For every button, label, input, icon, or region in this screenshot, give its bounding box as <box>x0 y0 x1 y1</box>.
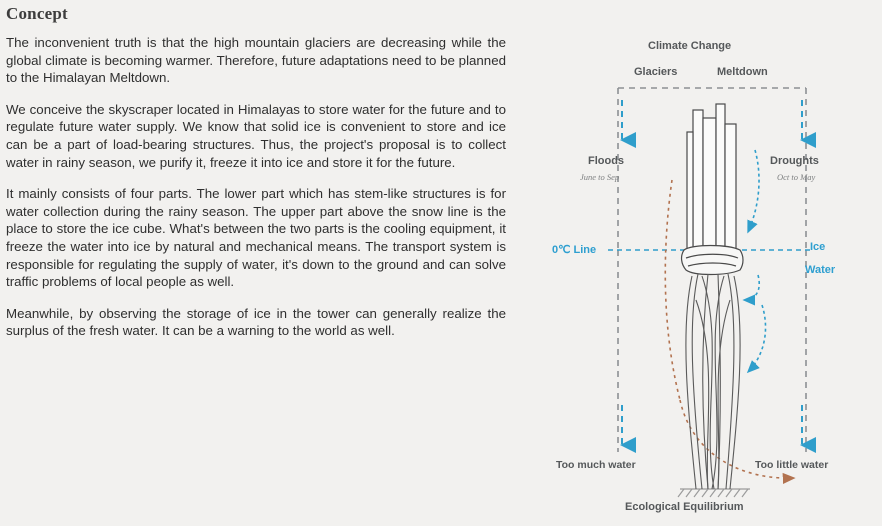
label-ice: Ice <box>810 241 826 253</box>
tower-stem-structures <box>686 274 740 489</box>
label-droughts-period: Oct to May <box>777 172 816 182</box>
label-floods: Floods <box>588 155 625 167</box>
label-floods-period: June to Sep <box>580 172 620 182</box>
label-meltdown: Meltdown <box>717 66 768 78</box>
label-water: Water <box>805 264 836 276</box>
page-title: Concept <box>6 4 68 23</box>
paragraph-1: The inconvenient truth is that the high mountain glaciers are decreasing while the global climate is becoming warmer. Therefore, future adaptations need to be planned to the Himalayan Meltdown. <box>6 35 506 86</box>
diagram-graphics <box>512 0 882 526</box>
paragraph-2: We conceive the skyscraper located in Himalayas to store water for the future and to regulate future water supply. We know that solid ice is convenient to store and ice can be a part of load-bearing structures. Thus, the project's proposal is to collect water in rainy season, we purify it, freeze it into ice and store it for the future. <box>6 101 506 170</box>
label-too-little-water: Too little water <box>755 459 829 471</box>
label-ecological-equilibrium: Ecological Equilibrium <box>625 501 744 513</box>
concept-diagram <box>512 0 882 526</box>
paragraph-3: It mainly consists of four parts. The lower part which has stem-like structures is for water collection during the rainy season. The upper part above the snow line is the place to store the ice cube. What's between the two parts is the cooling equipment, it freeze the water into ice by natural and mechanical means. The transport system is responsible for regulating the supply of water, it's down to the ground and can solve traffic problems of local people as well. <box>6 186 506 290</box>
concept-text-column <box>6 4 506 522</box>
label-droughts: Droughts <box>770 155 819 167</box>
label-glaciers: Glaciers <box>634 66 678 78</box>
tower-structure <box>682 104 743 275</box>
label-climate-change: Climate Change <box>648 40 732 52</box>
ground-line <box>678 489 750 497</box>
label-zero-degree-line: 0℃ Line <box>552 244 597 256</box>
paragraph-4: Meanwhile, by observing the storage of ice in the tower can generally realize the surplus of the fresh water. It can be a warning to the world as well. <box>6 305 506 339</box>
melt-flow-curves <box>744 150 766 372</box>
label-too-much-water: Too much water <box>556 459 636 471</box>
